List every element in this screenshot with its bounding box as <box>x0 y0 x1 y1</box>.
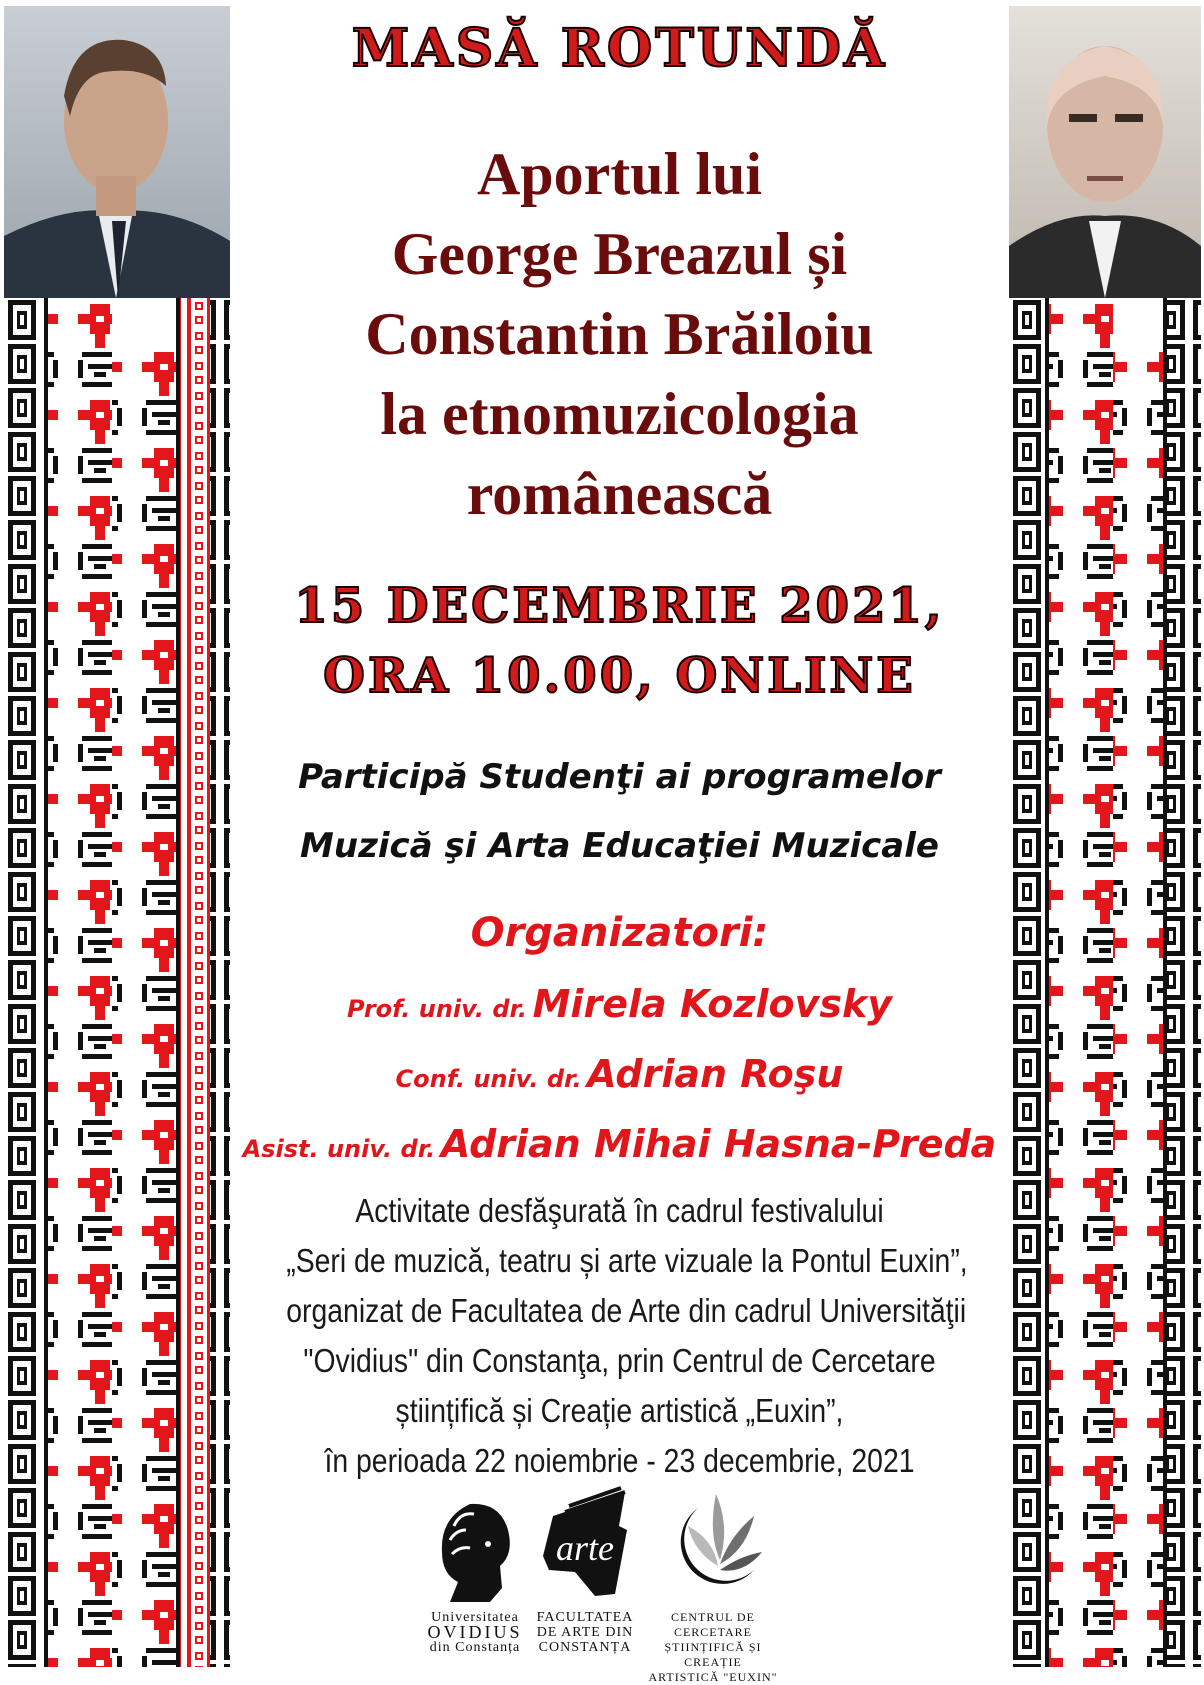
activity-line-6: în perioada 22 noiembrie - 23 decembrie, 2021 <box>324 1442 915 1479</box>
arte-mark: arte <box>556 1528 614 1568</box>
activity-line-5: științifică și Creație artistică „Euxin”, <box>395 1392 844 1429</box>
ovidius-university-logo <box>420 1496 530 1655</box>
title-line-1: Aportul lui <box>476 141 763 207</box>
event-time: ORA 10.00, ONLINE <box>323 648 916 704</box>
ovidius-caption-2: OVIDIUS <box>427 1622 523 1642</box>
arte-caption-3: CONSTANȚA <box>538 1640 632 1655</box>
portrait-constantin-brailoiu <box>1009 6 1201 298</box>
organizer-1 <box>232 982 1007 1026</box>
title-line-4: la etnomuzicologia <box>380 381 859 447</box>
ovidius-caption-1: Universitatea <box>431 1610 519 1625</box>
left-embroidery-band <box>4 298 230 1667</box>
organizer-2-title: Conf. univ. dr. <box>395 1065 582 1093</box>
euxin-caption-1: CENTRUL DE CERCETARE <box>671 1610 755 1639</box>
arte-brush-logo-icon <box>535 1486 635 1606</box>
euxin-center-logo <box>638 1486 788 1685</box>
activity-line-1: Activitate desfăşurată în cadrul festivalului <box>355 1192 884 1229</box>
participants-line-1: Participă Studenţi ai programelor <box>298 757 941 797</box>
ovidius-caption-3: din Constanța <box>429 1640 521 1655</box>
euxin-caption-3: ARTISTICĂ "EUXIN" <box>648 1670 778 1684</box>
title-line-2: George Breazul și <box>391 221 848 287</box>
activity-line-2: „Seri de muzică, teatru și arte vizuale la Pontul Euxin”, <box>286 1242 968 1279</box>
organizer-3 <box>232 1122 1007 1166</box>
organizers-heading: Organizatori: <box>470 910 769 956</box>
event-type-heading: MASĂ ROTUNDĂ <box>351 18 888 79</box>
arte-caption-1: FACULTATEA <box>536 1610 634 1625</box>
portrait-george-breazul <box>4 6 230 298</box>
euxin-moon-flower-logo-icon <box>658 1486 768 1606</box>
ovidius-head-logo-icon <box>430 1496 520 1606</box>
arte-faculty-logo <box>530 1486 640 1655</box>
right-embroidery-band <box>1009 298 1201 1667</box>
organizer-2-name: Adrian Roşu <box>587 1052 844 1096</box>
arte-caption-2: DE ARTE DIN <box>536 1625 634 1640</box>
title-line-3: Constantin Brăiloiu <box>365 301 874 367</box>
organizer-3-name: Adrian Mihai Hasna-Preda <box>440 1122 997 1166</box>
organizer-2 <box>232 1052 1007 1096</box>
activity-line-3: organizat de Facultatea de Arte din cadrul Universităţii <box>286 1292 967 1329</box>
euxin-caption-2: ȘTIINȚIFICĂ ȘI CREAȚIE <box>664 1640 762 1669</box>
activity-line-4: "Ovidius" din Constanţa, prin Centrul de Cercetare <box>303 1342 936 1379</box>
organizer-1-name: Mirela Kozlovsky <box>532 982 893 1026</box>
organizer-3-title: Asist. univ. dr. <box>242 1135 436 1163</box>
event-date: 15 DECEMBRIE 2021, <box>294 578 945 634</box>
organizer-1-title: Prof. univ. dr. <box>346 995 528 1023</box>
participants-line-2: Muzică şi Arta Educaţiei Muzicale <box>300 826 939 866</box>
title-line-5: românească <box>466 461 773 527</box>
